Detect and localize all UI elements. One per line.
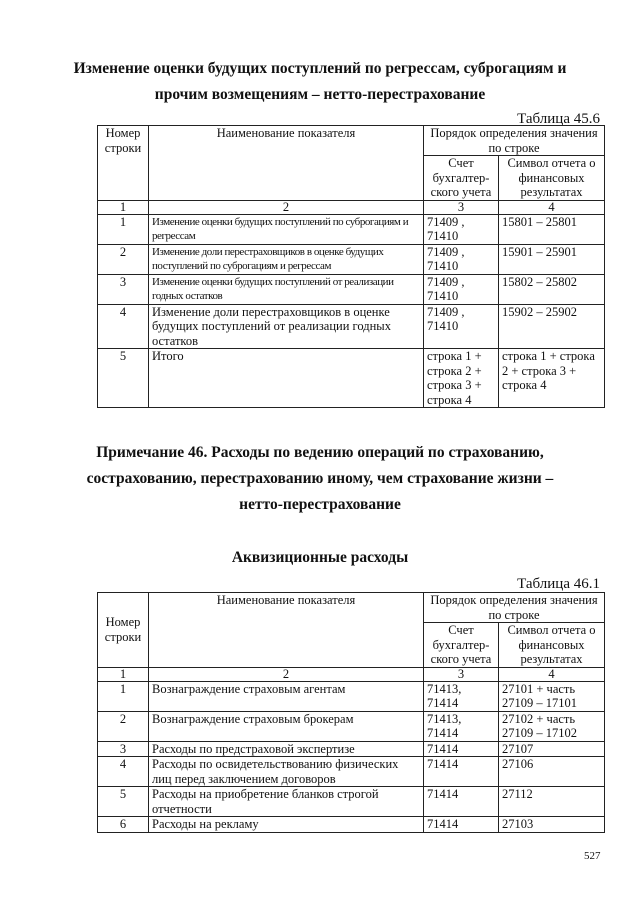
header-symbol: Символ отчета о финансовых результатах [499, 623, 605, 668]
table-row [98, 817, 605, 833]
header-row-number: Номер строки [98, 126, 149, 201]
indicator-name-cell: Итого [149, 349, 424, 408]
row-number-cell: 4 [98, 304, 149, 349]
symbol-cell: 27107 [499, 741, 605, 757]
header-row-number: Номер строки [98, 593, 149, 668]
account-cell: 71414 [424, 741, 499, 757]
account-cell: 71409 , 71410 [424, 244, 499, 274]
indicator-name-cell: Вознаграждение страховым брокерам [149, 711, 424, 741]
note-46-title-line-3: нетто-перестрахование [239, 496, 401, 513]
indicator-name-cell: Изменение доли перестраховщиков в оценке будущих поступлений от реализации годных остатков [149, 304, 424, 349]
symbol-cell: 27103 [499, 817, 605, 833]
table-row [98, 787, 605, 817]
symbol-cell: 27106 [499, 757, 605, 787]
page-title-line-1: Изменение оценки будущих поступлений по регрессам, суброгациям и [73, 60, 567, 77]
table-row [98, 741, 605, 757]
account-cell: 71413, 71414 [424, 681, 499, 711]
column-number: 4 [499, 200, 605, 214]
account-cell: 71413, 71414 [424, 711, 499, 741]
header-account: Счет бухгалтер-ского учета [424, 623, 499, 668]
account-cell: строка 1 + строка 2 + строка 3 + строка 4 [424, 349, 499, 408]
row-number-cell: 3 [98, 274, 149, 304]
column-number: 3 [424, 200, 499, 214]
table-45-6 [97, 125, 605, 408]
table-row [98, 349, 605, 408]
indicator-name-cell: Изменение оценки будущих поступлений по суброгациям и регрессам [149, 214, 424, 244]
account-cell: 71409 , 71410 [424, 274, 499, 304]
header-procedure: Порядок определения значения по строке [424, 126, 605, 156]
table-row [98, 244, 605, 274]
row-number-cell: 3 [98, 741, 149, 757]
table-row [98, 757, 605, 787]
symbol-cell: 15901 – 25901 [499, 244, 605, 274]
row-number-cell: 5 [98, 787, 149, 817]
table-row [98, 711, 605, 741]
symbol-cell: 15802 – 25802 [499, 274, 605, 304]
header-symbol: Символ отчета о финансовых результатах [499, 156, 605, 201]
indicator-name-cell: Изменение доли перестраховщиков в оценке будущих поступлений по суброгациям и регрессам [149, 244, 424, 274]
page-title-line-2: прочим возмещениям – нетто-перестрахование [154, 86, 486, 103]
table-46-1 [97, 592, 605, 833]
row-number-cell: 1 [98, 214, 149, 244]
symbol-cell: 27101 + часть 27109 – 17101 [499, 681, 605, 711]
table-row [98, 214, 605, 244]
column-number-row [98, 200, 605, 214]
table-46-1-label: Таблица 46.1 [517, 576, 600, 592]
indicator-name-cell: Расходы по предстраховой экспертизе [149, 741, 424, 757]
account-cell: 71409 , 71410 [424, 214, 499, 244]
row-number-cell: 2 [98, 244, 149, 274]
row-number-cell: 1 [98, 681, 149, 711]
header-account: Счет бухгалтер-ского учета [424, 156, 499, 201]
row-number-cell: 4 [98, 757, 149, 787]
account-cell: 71414 [424, 757, 499, 787]
symbol-cell: строка 1 + строка 2 + строка 3 + строка 4 [499, 349, 605, 408]
symbol-cell: 27102 + часть 27109 – 17102 [499, 711, 605, 741]
column-number-row [98, 667, 605, 681]
indicator-name-cell: Расходы на приобретение бланков строгой отчетности [149, 787, 424, 817]
row-number-cell: 5 [98, 349, 149, 408]
table-row [98, 274, 605, 304]
symbol-cell: 27112 [499, 787, 605, 817]
header-indicator-name: Наименование показателя [149, 126, 424, 201]
table-row [98, 681, 605, 711]
column-number: 4 [499, 667, 605, 681]
header-indicator-name: Наименование показателя [149, 593, 424, 668]
indicator-name-cell: Вознаграждение страховым агентам [149, 681, 424, 711]
table-row [98, 304, 605, 349]
table-45-6-label: Таблица 45.6 [517, 111, 600, 127]
indicator-name-cell: Изменение оценки будущих поступлений от реализации годных остатков [149, 274, 424, 304]
column-number: 2 [149, 200, 424, 214]
indicator-name-cell: Расходы на рекламу [149, 817, 424, 833]
column-number: 1 [98, 667, 149, 681]
section-title: Аквизиционные расходы [231, 549, 409, 566]
indicator-name-cell: Расходы по освидетельствованию физических лиц перед заключением договоров [149, 757, 424, 787]
row-number-cell: 2 [98, 711, 149, 741]
note-46-title-line-1: Примечание 46. Расходы по ведению операций по страхованию, [96, 444, 544, 461]
row-number-cell: 6 [98, 817, 149, 833]
header-procedure: Порядок определения значения по строке [424, 593, 605, 623]
page-number: 527 [584, 850, 601, 862]
account-cell: 71414 [424, 817, 499, 833]
account-cell: 71414 [424, 787, 499, 817]
column-number: 1 [98, 200, 149, 214]
column-number: 3 [424, 667, 499, 681]
note-46-title-line-2: сострахованию, перестрахованию иному, чем страхование жизни – [86, 470, 554, 487]
symbol-cell: 15801 – 25801 [499, 214, 605, 244]
symbol-cell: 15902 – 25902 [499, 304, 605, 349]
column-number: 2 [149, 667, 424, 681]
account-cell: 71409 , 71410 [424, 304, 499, 349]
